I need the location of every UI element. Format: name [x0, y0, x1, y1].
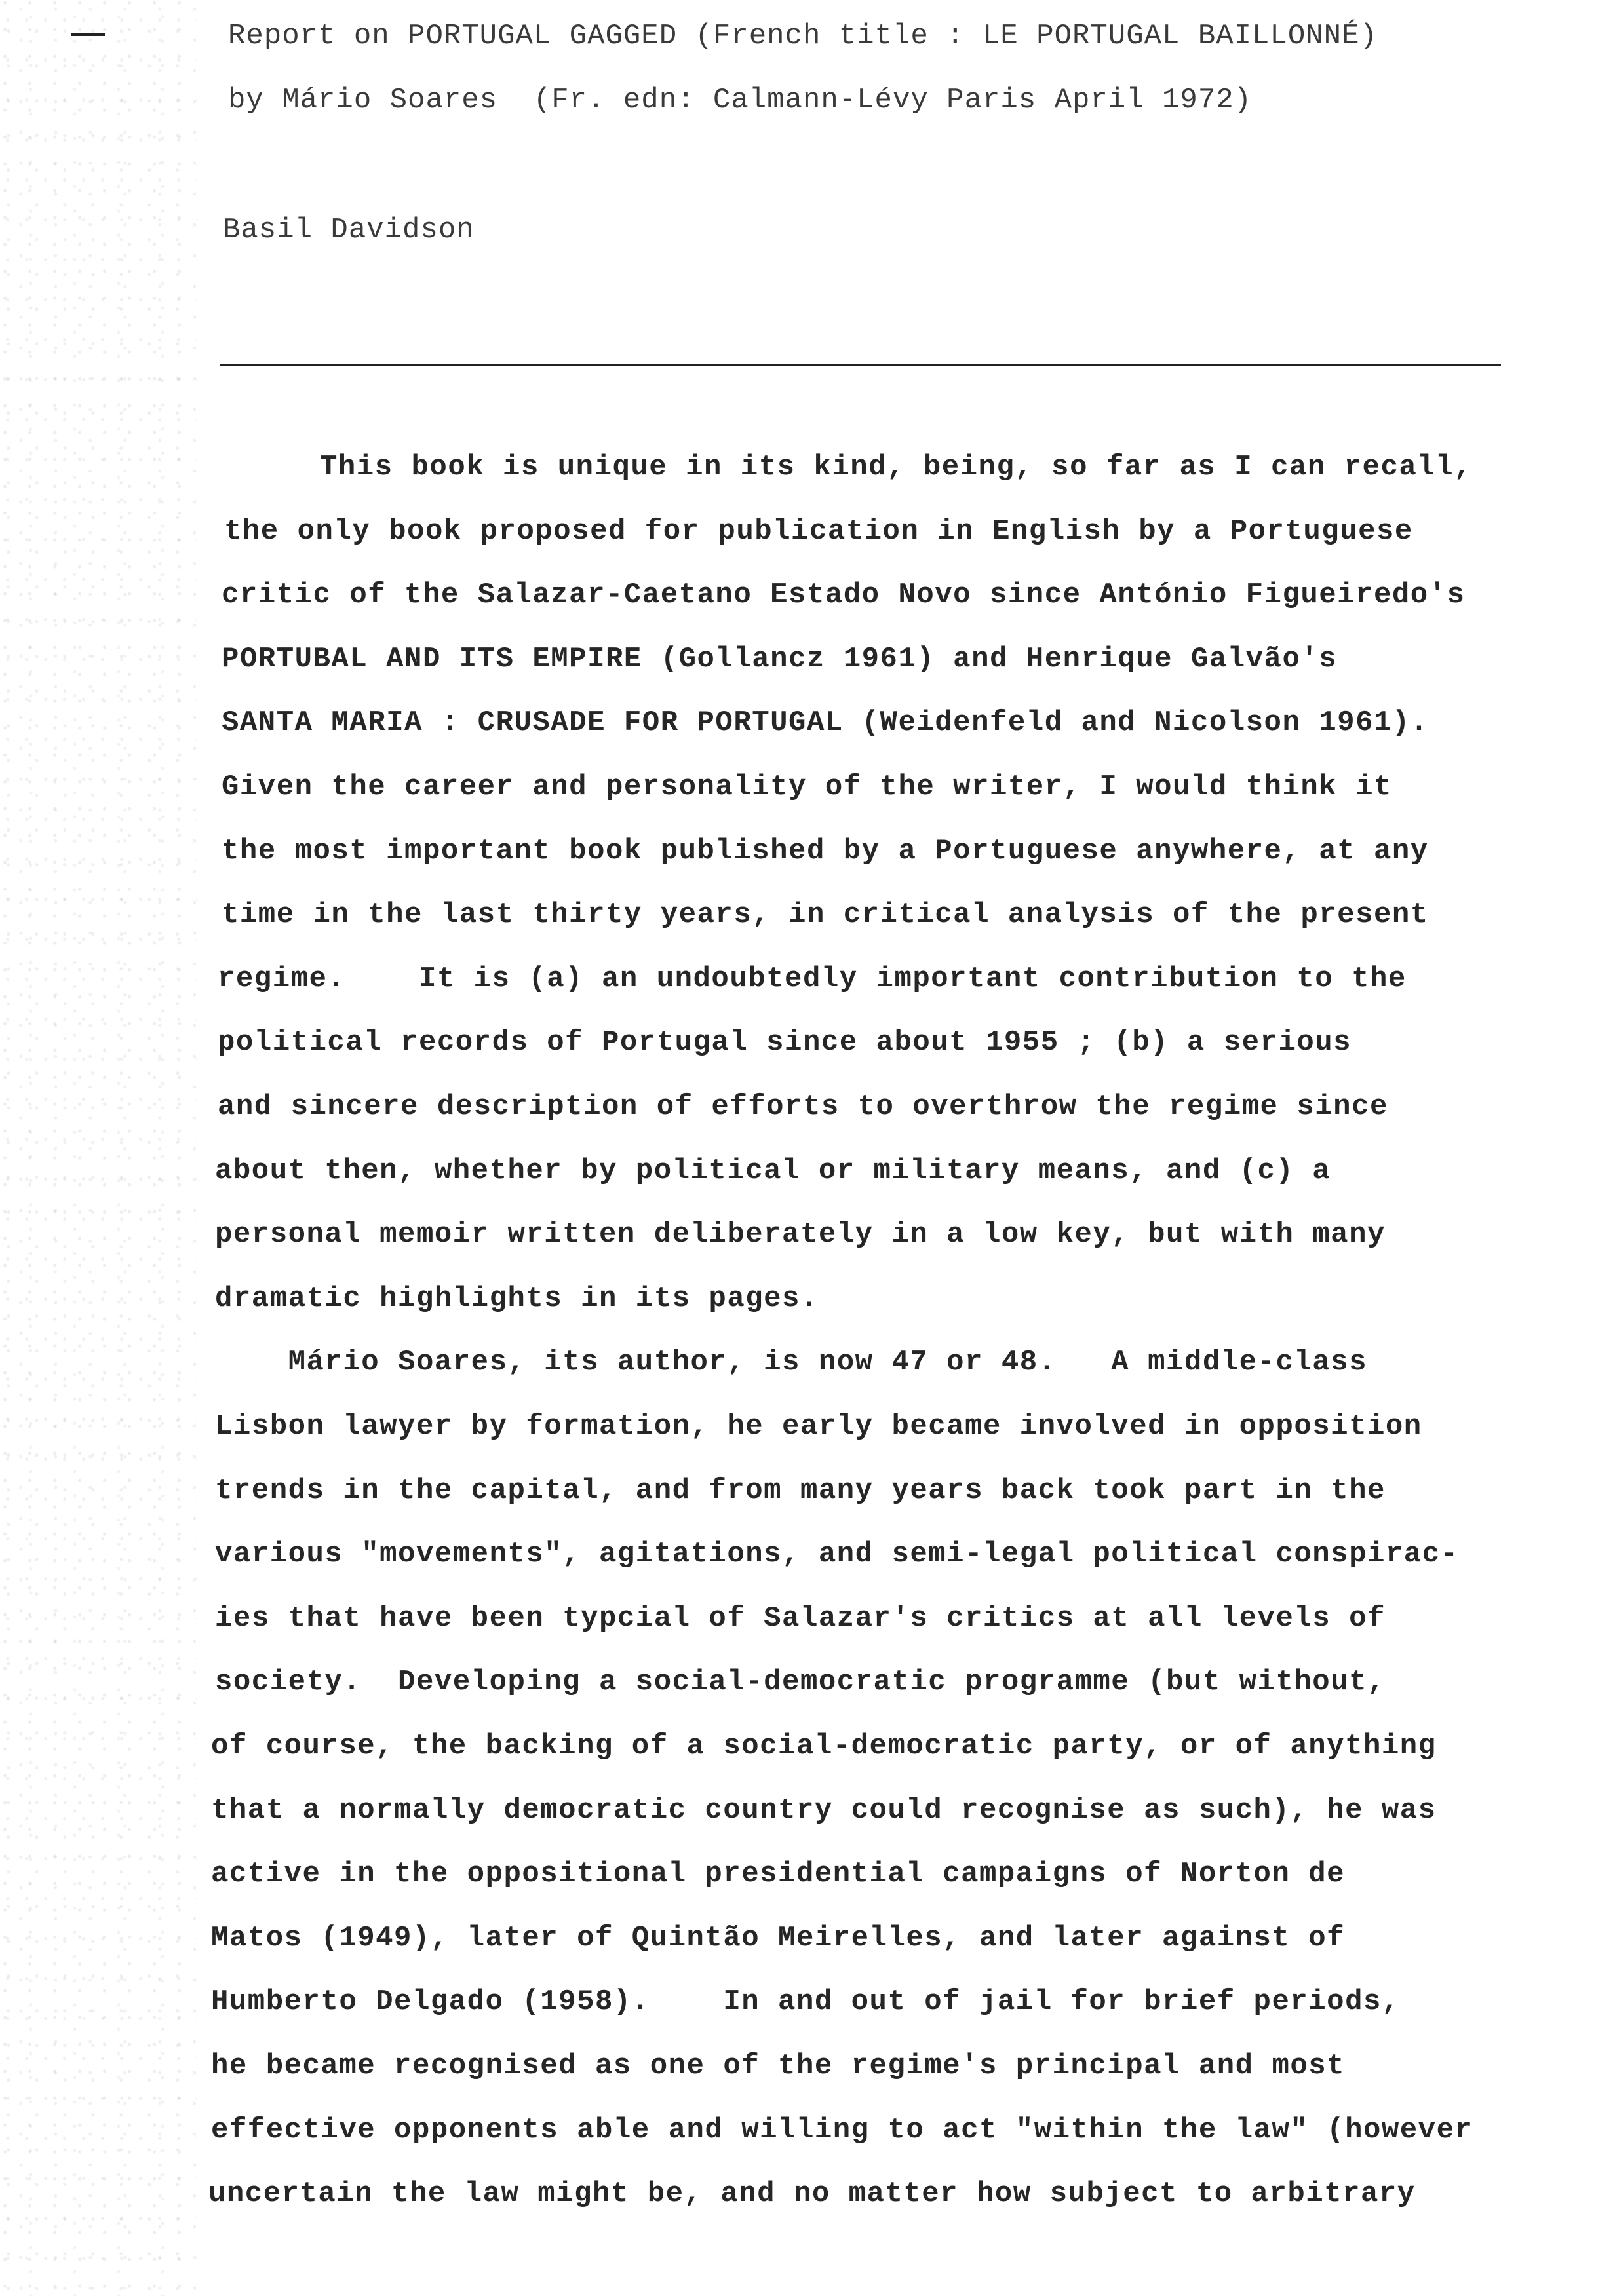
- body-text-line: critic of the Salazar-Caetano Estado Novo since António Figueiredo's: [222, 579, 1466, 611]
- reviewer-name: Basil Davidson: [223, 214, 475, 246]
- margin-dash-mark: [71, 33, 105, 36]
- body-text-line: uncertain the law might be, and no matter how subject to arbitrary: [208, 2177, 1416, 2210]
- horizontal-rule: [220, 364, 1501, 366]
- body-text-line: time in the last thirty years, in critical analysis of the present: [222, 898, 1429, 931]
- body-text-line: the only book proposed for publication in English by a Portuguese: [224, 515, 1413, 548]
- body-text-line: trends in the capital, and from many years back took part in the: [215, 1474, 1386, 1507]
- body-text-line: personal memoir written deliberately in a low key, but with many: [215, 1218, 1386, 1251]
- body-text-line: active in the oppositional presidential campaigns of Norton de: [211, 1858, 1346, 1890]
- body-text-line: regime. It is (a) an undoubtedly important contribution to the: [218, 963, 1407, 995]
- body-text-line: Mário Soares, its author, is now 47 or 48. A middle-class: [215, 1346, 1367, 1379]
- body-text-line: society. Developing a social-democratic programme (but without,: [215, 1666, 1386, 1698]
- body-text-line: effective opponents able and willing to act "within the law" (however: [211, 2114, 1473, 2147]
- body-text-line: about then, whether by political or military means, and (c) a: [215, 1155, 1331, 1187]
- body-text-line: PORTUBAL AND ITS EMPIRE (Gollancz 1961) and Henrique Galvão's: [222, 643, 1338, 676]
- report-title-line: Report on PORTUGAL GAGGED (French title : LE PORTUGAL BAILLONNÉ): [228, 20, 1378, 52]
- body-text-line: SANTA MARIA : CRUSADE FOR PORTUGAL (Weidenfeld and Nicolson 1961).: [222, 706, 1429, 739]
- body-text-line: Matos (1949), later of Quintão Meirelles, and later against of: [211, 1922, 1346, 1955]
- body-text-line: political records of Portugal since about 1955 ; (b) a serious: [218, 1026, 1352, 1059]
- body-text-line: and sincere description of efforts to overthrow the regime since: [218, 1090, 1388, 1123]
- body-text-line: ies that have been typcial of Salazar's critics at all levels of: [215, 1602, 1386, 1635]
- body-text-line: the most important book published by a Portuguese anywhere, at any: [222, 835, 1429, 868]
- body-text-line: that a normally democratic country could recognise as such), he was: [211, 1794, 1437, 1827]
- body-text-line: various "movements", agitations, and semi-legal political conspirac-: [215, 1538, 1459, 1571]
- body-text-line: dramatic highlights in its pages.: [215, 1282, 819, 1315]
- body-text-line: Lisbon lawyer by formation, he early became involved in opposition: [215, 1410, 1422, 1443]
- body-text-line: This book is unique in its kind, being, so far as I can recall,: [320, 451, 1472, 484]
- body-text-line: Given the career and personality of the writer, I would think it: [222, 771, 1392, 803]
- report-author-edition-line: by Mário Soares (Fr. edn: Calmann-Lévy Paris April 1972): [228, 84, 1253, 117]
- scan-margin-noise: [0, 0, 197, 2296]
- body-text-line: he became recognised as one of the regime's principal and most: [211, 2050, 1346, 2082]
- body-text-line: Humberto Delgado (1958). In and out of jail for brief periods,: [211, 1985, 1400, 2018]
- body-text-line: of course, the backing of a social-democratic party, or of anything: [211, 1730, 1437, 1763]
